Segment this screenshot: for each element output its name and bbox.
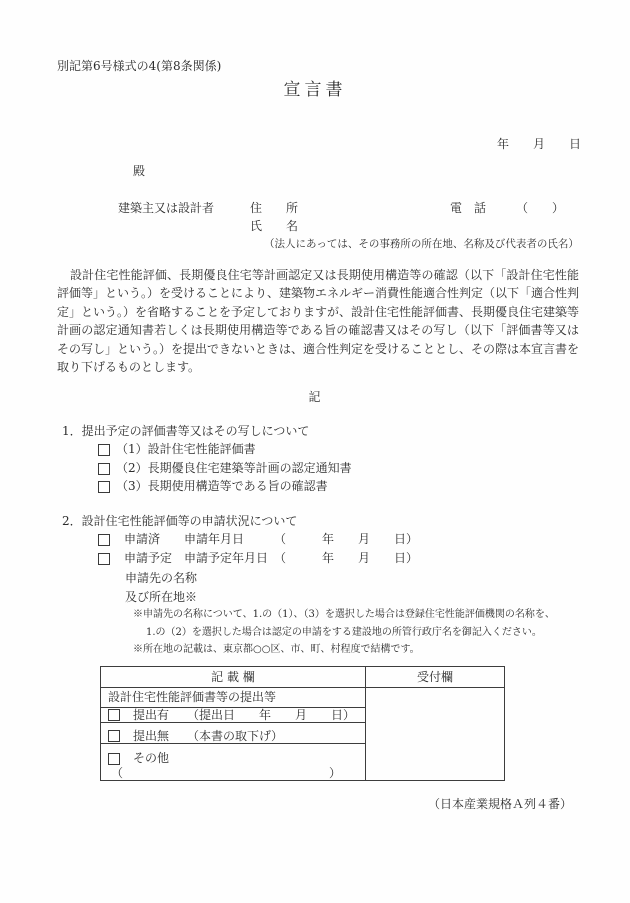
- note-destination-line1: ※申請先の名称について、1.の（1）、（3）を選択した場合は登録住宅性能評価機関の名称を、: [133, 609, 555, 620]
- not-submitted-row: [101, 729, 365, 744]
- section2-applied-row: [98, 532, 418, 547]
- note-destination-line2: 1.の（2）を選択した場合は認定の申請をする建設地の所管行政庁名を御記入ください。: [146, 627, 542, 638]
- applied-row-label: 申請済 申請年月日 （ 年 月 日）: [124, 532, 419, 546]
- jis-size-note: （日本産業規格Ａ列４番）: [428, 797, 573, 811]
- checkbox-other[interactable]: [108, 753, 120, 765]
- other-fill-in-line: [108, 766, 341, 781]
- section1-item-2-label: （2）長期優良住宅建築等計画の認定通知書: [116, 461, 352, 475]
- checkbox-longterm-plan-notice[interactable]: [98, 463, 110, 475]
- destination-name-label: 申請先の名称: [125, 571, 198, 585]
- declaration-paragraph: 設計住宅性能評価、長期優良住宅等計画認定又は長期使用構造等の確認（以下「設計住宅性能評価等」という。）を受けることにより、建築物エネルギー消費性能適合性判定（以下「適合性判定」という。）を省略することを予定しておりますが、設計住宅性能評価書、長期優良住宅建築等計画の認定通知書若しくは長期使用構造等である旨の確認書又はその写し（以下「評価書等又はその写し」という。）を提出できないときは、適合性判定を受けることとし、その際は本宣言書を取り下げるものとします。: [57, 268, 580, 375]
- checkbox-not-submitted[interactable]: [108, 730, 120, 742]
- reception-cell: [365, 688, 504, 780]
- checkbox-submitted[interactable]: [108, 709, 120, 721]
- section1-item-3-label: （3）長期使用構造等である旨の確認書: [116, 479, 328, 493]
- phone-label: 電 話 （ ）: [450, 201, 565, 215]
- checkbox-applied[interactable]: [98, 534, 110, 546]
- entry-table: [100, 666, 505, 781]
- form-number-label: 別記第6号様式の4(第8条関係): [57, 59, 222, 73]
- name-label: 氏 名: [250, 219, 299, 233]
- other-row: [101, 749, 365, 780]
- paren-open: （: [111, 766, 124, 780]
- record-marker: 記: [308, 390, 322, 404]
- other-row-label: その他: [133, 751, 170, 765]
- entry-column-header: 記 載 欄: [101, 667, 365, 688]
- applicant-role-label: 建築主又は設計者: [118, 201, 215, 215]
- section1-item-2: [98, 461, 352, 476]
- checkbox-longterm-structure-confirmation[interactable]: [98, 481, 110, 493]
- section2-title: 2．設計住宅性能評価等の申請状況について: [62, 514, 298, 528]
- not-submitted-row-label: 提出無 （本書の取下げ）: [133, 728, 284, 743]
- planned-row-label: 申請予定 申請予定年月日 （ 年 月 日）: [124, 551, 419, 565]
- section1-item-1-label: （1）設計住宅性能評価書: [116, 442, 256, 456]
- section2-planned-row: [98, 551, 418, 566]
- corporate-note: （法人にあっては、その事務所の所在地、名称及び代表者の氏名）: [264, 238, 579, 250]
- page-title: 宣言書: [283, 80, 347, 100]
- address-label: 住 所: [250, 201, 299, 215]
- note-address: ※所在地の記載は、東京都○○区、市、町、村程度で結構です。: [133, 644, 420, 655]
- submitted-row: [101, 708, 365, 723]
- checkbox-design-evaluation-report[interactable]: [98, 444, 110, 456]
- section1-item-1: [98, 442, 256, 457]
- destination-address-label: 及び所在地※: [125, 590, 198, 604]
- checkbox-application-planned[interactable]: [98, 553, 110, 565]
- paren-close: ）: [328, 766, 341, 780]
- submitted-row-label: 提出有 （提出日 年 月 日）: [133, 707, 356, 722]
- section1-item-3: [98, 479, 328, 494]
- addressee-honorific: 殿: [133, 164, 146, 178]
- reception-column-header: 受付欄: [365, 667, 504, 688]
- date-line-label: 年 月 日: [497, 137, 582, 151]
- section1-title: 1．提出予定の評価書等又はその写しについて: [62, 424, 310, 438]
- submission-title-cell: 設計住宅性能評価書等の提出等: [101, 688, 365, 708]
